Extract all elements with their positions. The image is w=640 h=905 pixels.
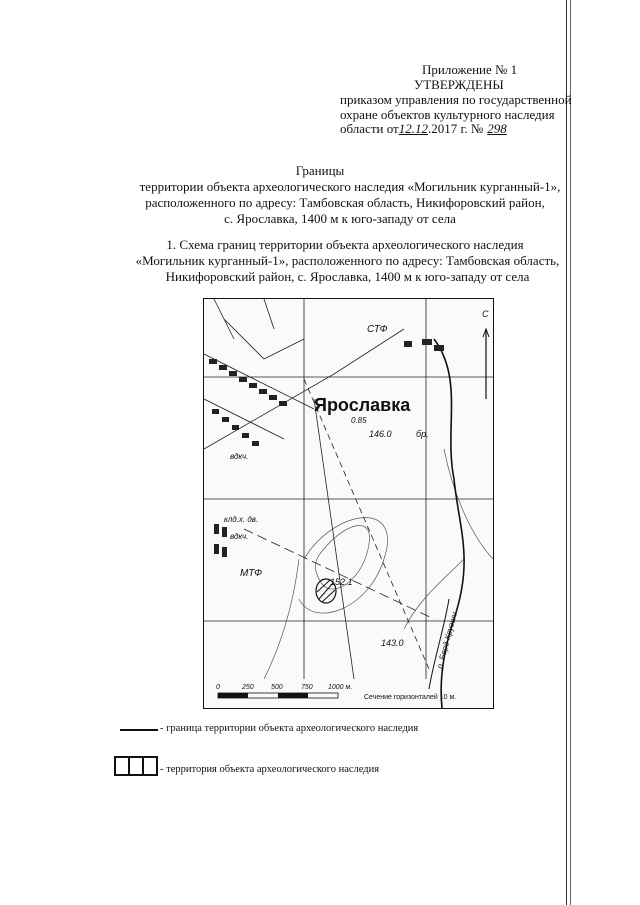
elevation-0-label: 0.85 xyxy=(351,416,367,425)
scan-edge-line-2 xyxy=(570,0,571,905)
title-line-4: с. Ярославка, 1400 м к юго-западу от села xyxy=(224,211,456,226)
legend-territory-symbol xyxy=(114,756,158,776)
mtf-label: МТФ xyxy=(240,568,263,579)
village-name: Ярославка xyxy=(314,395,411,415)
scale-bar xyxy=(218,693,338,698)
approved-label: УТВЕРЖДЕНЫ xyxy=(414,77,504,92)
scheme-line-1: 1. Схема границ территории объекта археологического наследия xyxy=(166,237,524,252)
order-line-2: охране объектов культурного наследия xyxy=(340,107,555,122)
elevation-146-label: 146.0 xyxy=(369,429,392,439)
order-date-handwritten: 12.12 xyxy=(398,121,428,136)
order-line-1: приказом управления по государственной xyxy=(340,92,572,107)
map-drawing xyxy=(204,299,493,708)
scan-edge-line xyxy=(566,0,567,905)
order-line-3 xyxy=(340,121,507,137)
scale-tick-250: 250 xyxy=(242,684,254,691)
scale-tick-500: 500 xyxy=(271,684,283,691)
scale-tick-750: 750 xyxy=(301,684,313,691)
scale-tick-1000: 1000 м. xyxy=(328,684,353,691)
river-label: р. Берд-Кругши xyxy=(435,611,459,670)
elevation-br-label: бр. xyxy=(416,429,429,439)
cemetery-label: клд.х. дв. xyxy=(224,515,259,524)
scheme-line-3: Никифоровский район, с. Ярославка, 1400 м к юго-западу от села xyxy=(165,269,530,284)
legend-boundary-symbol xyxy=(120,729,158,731)
map-contours xyxy=(264,449,493,679)
order-year: .2017 г. № xyxy=(427,121,484,136)
elevation-143-label: 143.0 xyxy=(381,638,404,648)
north-label: С xyxy=(482,309,489,319)
scale-tick-0: 0 xyxy=(216,684,220,691)
title-line-2: территории объекта археологического наследия «Могильник курганный-1», xyxy=(139,179,561,194)
stf-label: СТФ xyxy=(367,324,388,335)
legend-territory-text: - территория объекта археологического наследия xyxy=(160,764,380,775)
topographic-map xyxy=(203,298,494,709)
appendix-label: Приложение № 1 xyxy=(422,62,518,77)
contour-note: Сечение горизонталей 10 м. xyxy=(364,694,457,701)
vdkch-label-2: вдкч. xyxy=(230,532,249,541)
scheme-line-2: «Могильник курганный-1», расположенного по адресу: Тамбовская область, xyxy=(135,253,560,268)
vdkch-label-1: вдкч. xyxy=(230,452,249,461)
title-line-1: Границы xyxy=(295,163,345,178)
map-roads xyxy=(204,329,434,679)
legend-boundary-text: - граница территории объекта археологического наследия xyxy=(160,723,419,734)
order-number-handwritten: 298 xyxy=(487,121,507,136)
elevation-152-label: 152.1 xyxy=(330,577,353,587)
village-buildings xyxy=(209,339,444,557)
title-line-3: расположенного по адресу: Тамбовская область, Никифоровский район, xyxy=(145,195,545,210)
order-prefix: области от xyxy=(340,121,399,136)
